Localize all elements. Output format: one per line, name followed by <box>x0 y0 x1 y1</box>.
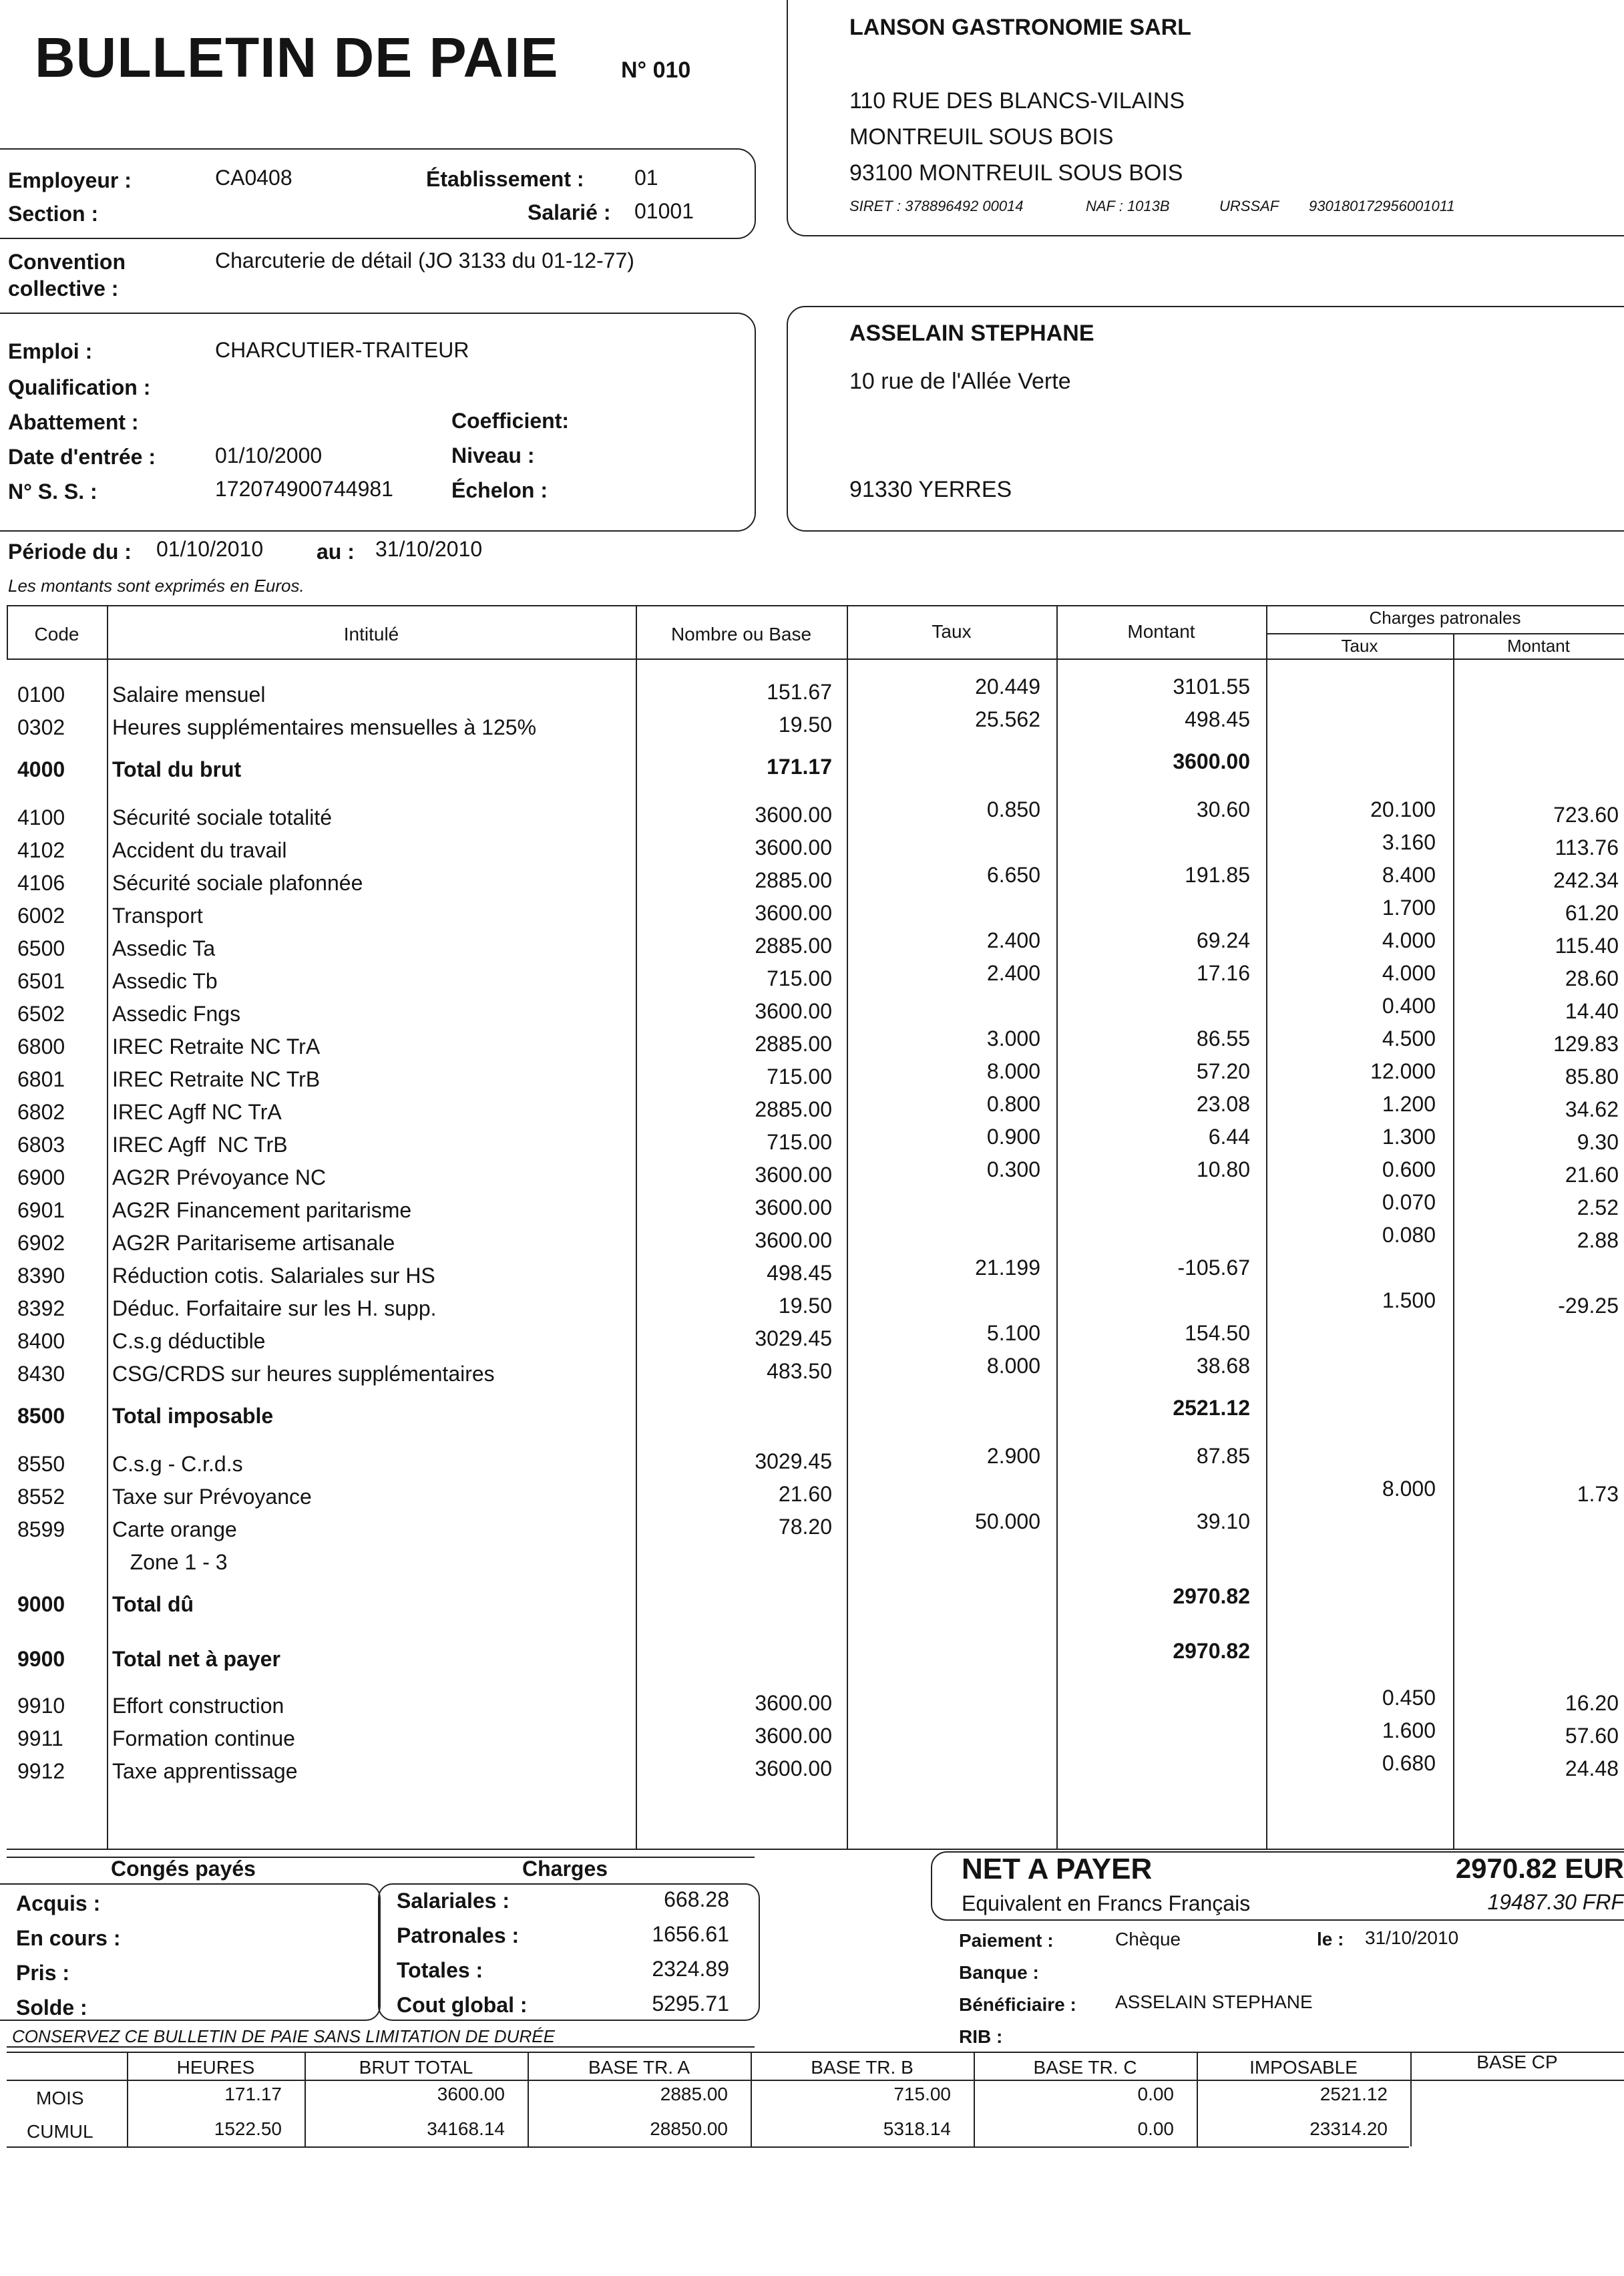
nss-value: 172074900744981 <box>215 477 393 501</box>
summary-header-line <box>7 2080 1624 2081</box>
row-label: IREC Retraite NC TrA <box>112 1034 321 1059</box>
row-montant: 30.60 <box>1196 797 1250 821</box>
row-taux: 21.199 <box>975 1256 1040 1280</box>
row-code: 0100 <box>17 683 65 707</box>
row-code: 4000 <box>17 757 65 781</box>
row-label: Déduc. Forfaitaire sur les H. supp. <box>112 1296 437 1320</box>
row-label: Taxe sur Prévoyance <box>112 1485 312 1509</box>
summary-cumul-label: CUMUL <box>27 2121 93 2142</box>
echelon-label: Échelon : <box>451 478 548 502</box>
row-charges-taux: 4.500 <box>1382 1026 1436 1051</box>
row-base: 3600.00 <box>755 1756 832 1780</box>
row-taux: 5.100 <box>986 1321 1040 1345</box>
row-charges-taux: 8.000 <box>1382 1477 1436 1501</box>
header-charges-taux: Taux <box>1341 636 1378 656</box>
row-code: 9912 <box>17 1759 65 1783</box>
summary-header-cell: BRUT TOTAL <box>359 2057 473 2078</box>
summary-cumul-cell: 0.00 <box>1137 2118 1174 2139</box>
row-code: 6800 <box>17 1034 65 1059</box>
row-base: 715.00 <box>767 1130 832 1154</box>
summary-header-cell: BASE TR. B <box>811 2057 914 2078</box>
salarie-value: 01001 <box>634 199 694 223</box>
row-charges-taux: 3.160 <box>1382 830 1436 854</box>
row-base: 498.45 <box>767 1261 832 1285</box>
employer-address-1: 110 RUE DES BLANCS-VILAINS <box>849 88 1185 114</box>
row-taux: 8.000 <box>986 1354 1040 1378</box>
section-label: Section : <box>8 202 99 226</box>
row-base: 3600.00 <box>755 1724 832 1748</box>
summary-mois-cell: 2885.00 <box>660 2084 728 2104</box>
row-montant: 38.68 <box>1196 1354 1250 1378</box>
row-charges-montant: 2.52 <box>1577 1195 1619 1219</box>
row-code: 8599 <box>17 1517 65 1541</box>
row-charges-montant: 24.48 <box>1565 1756 1619 1780</box>
row-taux: 8.000 <box>986 1059 1040 1083</box>
net-francs-label: Equivalent en Francs Français <box>962 1891 1251 1915</box>
row-code: 6801 <box>17 1067 65 1091</box>
row-label: Effort construction <box>112 1694 284 1718</box>
row-label: Total net à payer <box>112 1647 280 1671</box>
row-charges-taux: 0.070 <box>1382 1190 1436 1214</box>
beneficiaire-value: ASSELAIN STEPHANE <box>1115 1992 1313 2012</box>
conges-en-cours-label: En cours : <box>16 1926 121 1950</box>
header-base: Nombre ou Base <box>670 624 812 644</box>
row-label: Assedic Tb <box>112 969 218 993</box>
paiement-value: Chèque <box>1115 1929 1181 1949</box>
row-charges-taux: 0.400 <box>1382 994 1436 1018</box>
summary-header-cell: BASE CP <box>1476 2052 1558 2072</box>
qualification-label: Qualification : <box>8 375 151 399</box>
col-sep-4 <box>1056 605 1058 1849</box>
row-label: Carte orange <box>112 1517 237 1541</box>
row-base: 78.20 <box>778 1515 832 1539</box>
row-label: Réduction cotis. Salariales sur HS <box>112 1264 435 1288</box>
summary-cumul-cell: 34168.14 <box>427 2118 505 2139</box>
summary-cumul-cell: 28850.00 <box>650 2118 728 2139</box>
row-montant: 10.80 <box>1196 1157 1250 1181</box>
row-taux: 0.900 <box>986 1125 1040 1149</box>
row-label: Heures supplémentaires mensuelles à 125% <box>112 715 537 739</box>
row-charges-montant: 113.76 <box>1555 835 1619 860</box>
header-charges-patronales: Charges patronales <box>1369 608 1521 628</box>
row-base: 3600.00 <box>755 1691 832 1715</box>
row-taux: 2.400 <box>986 961 1040 985</box>
header-charges-montant: Montant <box>1507 636 1570 656</box>
col-sep-1 <box>107 605 108 1849</box>
employee-name: ASSELAIN STEPHANE <box>849 321 1094 346</box>
row-code: 6502 <box>17 1002 65 1026</box>
row-label: C.s.g - C.r.d.s <box>112 1452 243 1476</box>
row-code: 9910 <box>17 1694 65 1718</box>
employer-address-2: MONTREUIL SOUS BOIS <box>849 124 1114 150</box>
currency-note: Les montants sont exprimés en Euros. <box>8 576 304 596</box>
date-le-label: le : <box>1317 1929 1344 1949</box>
row-charges-montant: 16.20 <box>1565 1691 1619 1715</box>
summary-mois-cell: 2521.12 <box>1320 2084 1388 2104</box>
employeur-label: Employeur : <box>8 168 132 192</box>
row-label: CSG/CRDS sur heures supplémentaires <box>112 1362 495 1386</box>
banque-label: Banque : <box>959 1962 1039 1983</box>
col-sep-3 <box>847 605 848 1849</box>
row-charges-taux: 4.000 <box>1382 928 1436 952</box>
summary-mois-cell: 3600.00 <box>437 2084 505 2104</box>
row-code: 6501 <box>17 969 65 993</box>
row-label: Zone 1 - 3 <box>112 1550 228 1574</box>
row-taux: 25.562 <box>975 707 1040 731</box>
employer-siret: SIRET : 378896492 00014 <box>849 198 1024 214</box>
row-montant: 2970.82 <box>1173 1584 1250 1608</box>
conges-solde-label: Solde : <box>16 1996 87 2020</box>
abattement-label: Abattement : <box>8 410 139 434</box>
row-charges-montant: 34.62 <box>1565 1097 1619 1121</box>
row-charges-montant: 61.20 <box>1565 901 1619 925</box>
row-code: 9000 <box>17 1592 65 1616</box>
row-charges-montant: 723.60 <box>1553 803 1619 827</box>
row-montant: 57.20 <box>1196 1059 1250 1083</box>
row-label: IREC Retraite NC TrB <box>112 1067 321 1091</box>
charges-totales-value: 2324.89 <box>652 1957 729 1981</box>
row-charges-montant: 14.40 <box>1565 999 1619 1023</box>
row-charges-montant: -29.25 <box>1558 1294 1619 1318</box>
net-francs-value: 19487.30 FRF <box>1487 1890 1624 1914</box>
row-base: 3600.00 <box>755 835 832 860</box>
row-base: 715.00 <box>767 1065 832 1089</box>
row-montant: 39.10 <box>1196 1509 1250 1533</box>
row-montant: 2970.82 <box>1173 1639 1250 1663</box>
row-montant: 3101.55 <box>1173 675 1250 699</box>
row-montant: 86.55 <box>1196 1026 1250 1051</box>
row-montant: 154.50 <box>1185 1321 1250 1345</box>
emploi-value: CHARCUTIER-TRAITEUR <box>215 338 469 362</box>
charges-salariales-value: 668.28 <box>664 1887 729 1911</box>
row-base: 2885.00 <box>755 934 832 958</box>
employer-naf: NAF : 1013B <box>1086 198 1170 214</box>
row-base: 2885.00 <box>755 1032 832 1056</box>
summary-bottom-line <box>7 2146 1409 2148</box>
row-base: 21.60 <box>778 1482 832 1506</box>
row-label: Taxe apprentissage <box>112 1759 298 1783</box>
row-label: AG2R Financement paritarisme <box>112 1198 412 1222</box>
charges-cout-label: Cout global : <box>397 1993 528 2017</box>
convention-label-2: collective : <box>8 276 119 301</box>
row-charges-taux: 0.680 <box>1382 1751 1436 1775</box>
row-charges-taux: 12.000 <box>1370 1059 1436 1083</box>
row-montant: 17.16 <box>1196 961 1250 985</box>
row-label: Total du brut <box>112 757 242 781</box>
row-label: AG2R Prévoyance NC <box>112 1165 327 1189</box>
row-taux: 0.850 <box>986 797 1040 821</box>
row-code: 4106 <box>17 871 65 895</box>
row-taux: 2.400 <box>986 928 1040 952</box>
row-code: 6802 <box>17 1100 65 1124</box>
row-label: Accident du travail <box>112 838 287 862</box>
row-charges-montant: 9.30 <box>1577 1130 1619 1154</box>
row-code: 9911 <box>17 1726 63 1750</box>
row-label: Assedic Fngs <box>112 1002 241 1026</box>
summary-cumul-cell: 1522.50 <box>214 2118 282 2139</box>
row-base: 19.50 <box>778 713 832 737</box>
employee-address-2: 91330 YERRES <box>849 477 1012 502</box>
beneficiaire-label: Bénéficiaire : <box>959 1994 1076 2015</box>
charges-patronales-value: 1656.61 <box>652 1922 729 1946</box>
row-base: 19.50 <box>778 1294 832 1318</box>
paiement-label: Paiement : <box>959 1930 1054 1951</box>
row-charges-taux: 0.600 <box>1382 1157 1436 1181</box>
col-sep-6 <box>1453 633 1454 1849</box>
row-code: 4100 <box>17 805 65 829</box>
row-base: 151.67 <box>767 680 832 704</box>
row-code: 8430 <box>17 1362 65 1386</box>
row-code: 6902 <box>17 1231 65 1255</box>
row-code: 8552 <box>17 1485 65 1509</box>
row-montant: 498.45 <box>1185 707 1250 731</box>
row-charges-montant: 1.73 <box>1577 1482 1619 1506</box>
row-charges-taux: 20.100 <box>1370 797 1436 821</box>
row-label: C.s.g déductible <box>112 1329 266 1353</box>
period-from-label: Période du : <box>8 540 132 564</box>
row-code: 6002 <box>17 904 65 928</box>
row-label: IREC Agff NC TrB <box>112 1133 288 1157</box>
charges-title: Charges <box>522 1857 608 1881</box>
header-taux: Taux <box>932 621 972 642</box>
row-montant: -105.67 <box>1177 1256 1250 1280</box>
conges-acquis-label: Acquis : <box>16 1891 101 1915</box>
row-code: 4102 <box>17 838 65 862</box>
charges-cout-value: 5295.71 <box>652 1992 729 2016</box>
emploi-label: Emploi : <box>8 339 93 363</box>
row-taux: 20.449 <box>975 675 1040 699</box>
date-entree-label: Date d'entrée : <box>8 445 156 469</box>
row-charges-taux: 1.700 <box>1382 896 1436 920</box>
charges-patronales-label: Patronales : <box>397 1923 520 1947</box>
row-code: 8400 <box>17 1329 65 1353</box>
row-label: Sécurité sociale totalité <box>112 805 333 829</box>
period-to-label: au : <box>317 540 355 564</box>
row-base: 3600.00 <box>755 803 832 827</box>
ids-box <box>0 148 756 239</box>
summary-header-cell: BASE TR. C <box>1033 2057 1137 2078</box>
header-code: Code <box>34 624 79 644</box>
salarie-label: Salarié : <box>528 200 611 224</box>
row-montant: 3600.00 <box>1173 749 1250 773</box>
conservation-note: CONSERVEZ CE BULLETIN DE PAIE SANS LIMITATION DE DURÉE <box>12 2026 555 2046</box>
row-charges-montant: 129.83 <box>1553 1032 1619 1056</box>
row-code: 8550 <box>17 1452 65 1476</box>
row-label: AG2R Paritariseme artisanale <box>112 1231 395 1255</box>
row-base: 3029.45 <box>755 1326 832 1350</box>
row-label: Total dû <box>112 1592 194 1616</box>
row-base: 2885.00 <box>755 868 832 892</box>
row-charges-montant: 21.60 <box>1565 1163 1619 1187</box>
payslip-title: BULLETIN DE PAIE <box>35 26 559 89</box>
row-charges-taux: 0.080 <box>1382 1223 1436 1247</box>
date-entree-value: 01/10/2000 <box>215 443 323 467</box>
row-base: 2885.00 <box>755 1097 832 1121</box>
charges-totales-label: Totales : <box>397 1958 483 1982</box>
period-from: 01/10/2010 <box>156 537 264 561</box>
row-montant: 6.44 <box>1208 1125 1250 1149</box>
col-sep-2 <box>636 605 637 1849</box>
summary-mois-label: MOIS <box>36 2088 84 2108</box>
employer-name: LANSON GASTRONOMIE SARL <box>849 15 1191 40</box>
row-code: 6900 <box>17 1165 65 1189</box>
row-label: Total imposable <box>112 1404 274 1428</box>
row-charges-montant: 242.34 <box>1553 868 1619 892</box>
row-taux: 0.800 <box>986 1092 1040 1116</box>
row-charges-montant: 115.40 <box>1555 934 1619 958</box>
row-taux: 3.000 <box>986 1026 1040 1051</box>
row-charges-taux: 1.300 <box>1382 1125 1436 1149</box>
row-label: Transport <box>112 904 203 928</box>
rib-label: RIB : <box>959 2026 1003 2047</box>
row-charges-montant: 2.88 <box>1577 1228 1619 1252</box>
col-sep-5 <box>1266 605 1267 1849</box>
row-montant: 191.85 <box>1185 863 1250 887</box>
row-taux: 0.300 <box>986 1157 1040 1181</box>
row-montant: 23.08 <box>1196 1092 1250 1116</box>
table-header-bottom-line <box>7 658 1624 660</box>
row-charges-taux: 8.400 <box>1382 863 1436 887</box>
row-code: 8390 <box>17 1264 65 1288</box>
table-top-line <box>7 605 1624 606</box>
row-montant: 87.85 <box>1196 1444 1250 1468</box>
etablissement-value: 01 <box>634 166 658 190</box>
coefficient-label: Coefficient: <box>451 409 569 433</box>
row-charges-taux: 0.450 <box>1382 1686 1436 1710</box>
conges-title: Congés payés <box>111 1857 256 1881</box>
row-taux: 50.000 <box>975 1509 1040 1533</box>
row-base: 171.17 <box>767 755 832 779</box>
row-code: 0302 <box>17 715 65 739</box>
row-montant: 69.24 <box>1196 928 1250 952</box>
employee-address-1: 10 rue de l'Allée Verte <box>849 369 1071 394</box>
charges-subheader-line <box>1266 633 1624 634</box>
employeur-value: CA0408 <box>215 166 292 190</box>
header-montant: Montant <box>1127 621 1195 642</box>
period-to: 31/10/2010 <box>375 537 483 561</box>
summary-header-cell: HEURES <box>176 2057 255 2078</box>
employer-urssaf-label: URSSAF <box>1219 198 1279 214</box>
row-base: 3600.00 <box>755 1228 832 1252</box>
employer-address-3: 93100 MONTREUIL SOUS BOIS <box>849 160 1183 186</box>
row-label: Formation continue <box>112 1726 295 1750</box>
row-charges-taux: 1.600 <box>1382 1718 1436 1742</box>
summary-cumul-cell: 5318.14 <box>883 2118 951 2139</box>
row-base: 483.50 <box>767 1359 832 1383</box>
row-base: 3029.45 <box>755 1449 832 1473</box>
row-charges-taux: 1.500 <box>1382 1288 1436 1312</box>
nss-label: N° S. S. : <box>8 480 97 504</box>
table-bottom-line <box>7 1849 1624 1850</box>
row-taux: 6.650 <box>986 863 1040 887</box>
summary-mois-cell: 171.17 <box>224 2084 282 2104</box>
row-base: 3600.00 <box>755 1195 832 1219</box>
row-base: 3600.00 <box>755 1163 832 1187</box>
convention-label-1: Convention <box>8 250 126 274</box>
summary-cumul-cell: 23314.20 <box>1309 2118 1388 2139</box>
row-code: 8500 <box>17 1404 65 1428</box>
row-charges-montant: 28.60 <box>1565 966 1619 990</box>
summary-top-line <box>7 2052 1624 2053</box>
row-base: 3600.00 <box>755 901 832 925</box>
date-le-value: 31/10/2010 <box>1365 1927 1459 1948</box>
payslip-number: N° 010 <box>621 57 691 83</box>
etablissement-label: Établissement : <box>426 167 584 191</box>
row-charges-montant: 85.80 <box>1565 1065 1619 1089</box>
charges-salariales-label: Salariales : <box>397 1889 510 1913</box>
row-code: 8392 <box>17 1296 65 1320</box>
row-code: 6901 <box>17 1198 65 1222</box>
convention-value: Charcuterie de détail (JO 3133 du 01-12-77) <box>215 248 634 272</box>
header-intitule: Intitulé <box>343 624 399 644</box>
row-label: IREC Agff NC TrA <box>112 1100 282 1124</box>
row-code: 9900 <box>17 1647 65 1671</box>
row-charges-taux: 1.200 <box>1382 1092 1436 1116</box>
row-code: 6803 <box>17 1133 65 1157</box>
row-base: 3600.00 <box>755 999 832 1023</box>
row-taux: 2.900 <box>986 1444 1040 1468</box>
summary-mois-cell: 715.00 <box>893 2084 951 2104</box>
summary-header-cell: IMPOSABLE <box>1249 2057 1358 2078</box>
row-label: Assedic Ta <box>112 936 216 960</box>
row-label: Sécurité sociale plafonnée <box>112 871 363 895</box>
row-label: Salaire mensuel <box>112 683 266 707</box>
note-underline <box>7 2046 755 2048</box>
summary-mois-cell: 0.00 <box>1137 2084 1174 2104</box>
employer-urssaf: 930180172956001011 <box>1309 198 1455 214</box>
row-charges-montant: 57.60 <box>1565 1724 1619 1748</box>
net-amount: 2970.82 EUR <box>1455 1853 1624 1884</box>
summary-header-cell: BASE TR. A <box>588 2057 690 2078</box>
net-label: NET A PAYER <box>962 1853 1153 1885</box>
row-base: 715.00 <box>767 966 832 990</box>
row-code: 6500 <box>17 936 65 960</box>
conges-pris-label: Pris : <box>16 1961 70 1985</box>
niveau-label: Niveau : <box>451 443 535 467</box>
row-montant: 2521.12 <box>1173 1396 1250 1420</box>
row-charges-taux: 4.000 <box>1382 961 1436 985</box>
